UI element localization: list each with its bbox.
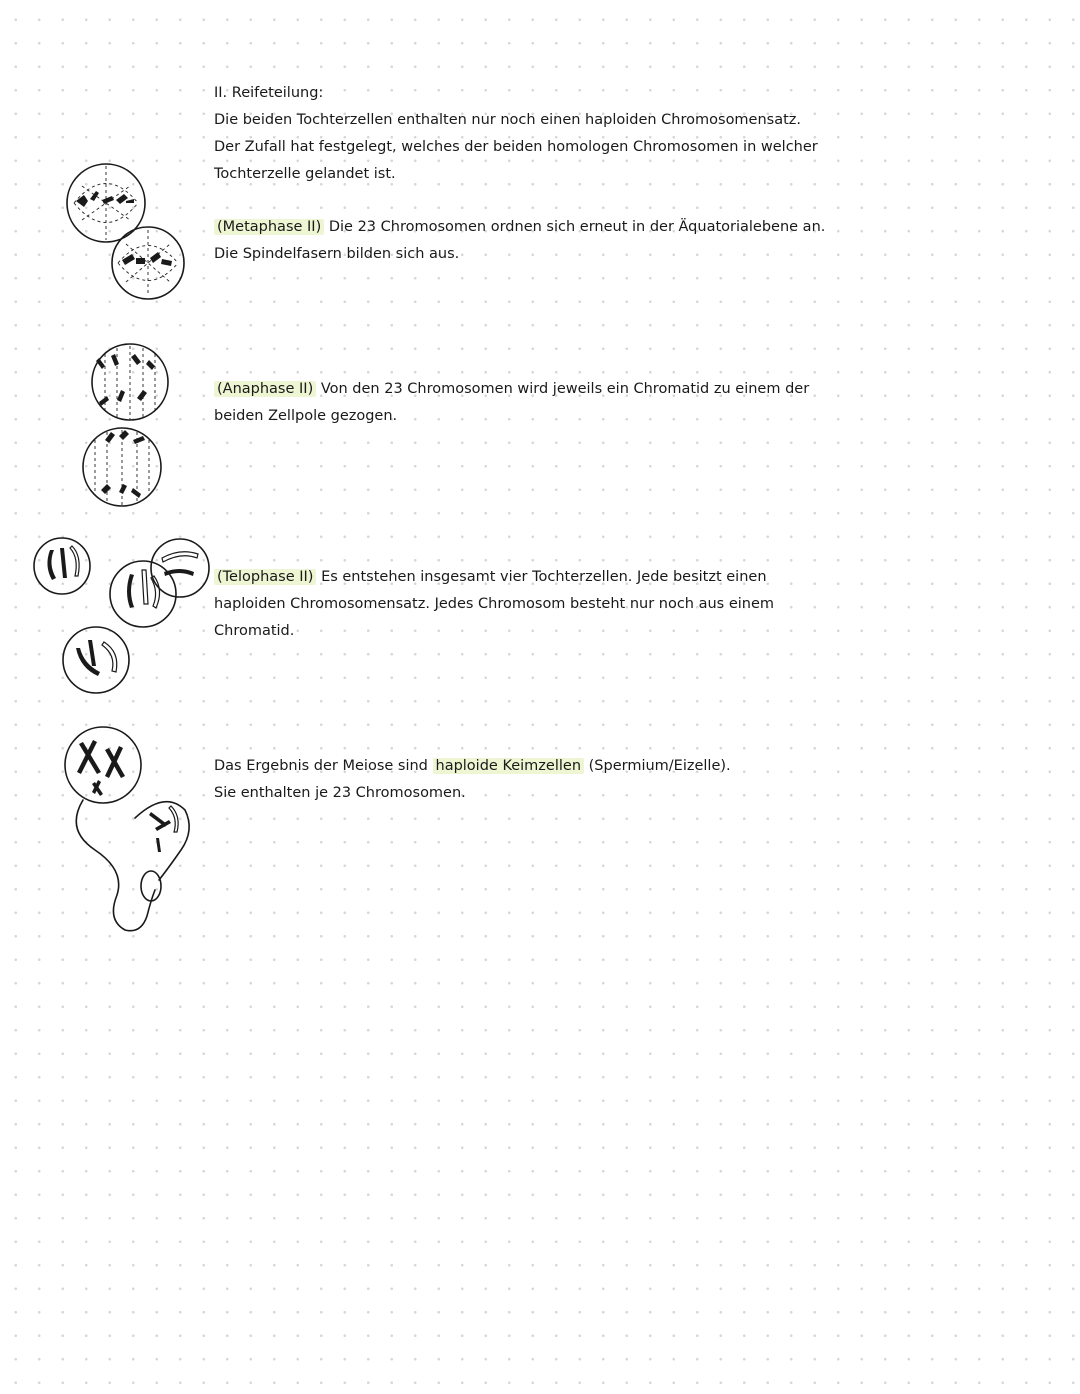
anaphase-ii-line-1: Von den 23 Chromosomen wird jeweils ein Chromatid zu einem der	[320, 381, 810, 397]
intro-line-2: Der Zufall hat festgelegt, welches der beiden homologen Chromosomen in welcher	[214, 139, 818, 155]
metaphase-ii-line-1: Die 23 Chromosomen ordnen sich erneut in der Äquatorialebene an.	[328, 219, 826, 235]
anaphase-ii-label: (Anaphase II)	[214, 381, 316, 397]
section-heading: II. Reifeteilung:	[214, 85, 324, 101]
result-line-1-end: (Spermium/Eizelle).	[588, 758, 731, 774]
metaphase-ii-line-2: Die Spindelfasern bilden sich aus.	[214, 246, 460, 262]
telophase-ii-line-1: Es entstehen insgesamt vier Tochterzellen. Jede besitzt einen	[321, 569, 767, 585]
metaphase-ii-label: (Metaphase II)	[214, 219, 324, 235]
result-section	[214, 753, 894, 807]
gametes-drawing	[55, 720, 215, 935]
metaphase-ii-section	[214, 214, 894, 268]
metaphase-ii-drawing	[60, 150, 200, 310]
intro-line-1: Die beiden Tochterzellen enthalten nur noch einen haploiden Chromosomensatz.	[214, 112, 802, 128]
result-line-2: Sie enthalten je 23 Chromosomen.	[214, 785, 466, 801]
telophase-ii-line-2: haploiden Chromosomensatz. Jedes Chromosom besteht nur noch aus einem	[214, 596, 775, 612]
result-highlight: haploide Keimzellen	[433, 758, 585, 774]
intro-line-3: Tochterzelle gelandet ist.	[214, 166, 396, 182]
anaphase-ii-drawing	[75, 340, 185, 510]
intro-section	[214, 80, 894, 188]
telophase-ii-line-3: Chromatid.	[214, 623, 295, 639]
telophase-ii-drawing	[30, 530, 220, 700]
anaphase-ii-section	[214, 376, 894, 430]
result-line-1-start: Das Ergebnis der Meiose sind	[214, 758, 428, 774]
telophase-ii-label: (Telophase II)	[214, 569, 316, 585]
telophase-ii-section	[214, 564, 894, 645]
anaphase-ii-line-2: beiden Zellpole gezogen.	[214, 408, 398, 424]
